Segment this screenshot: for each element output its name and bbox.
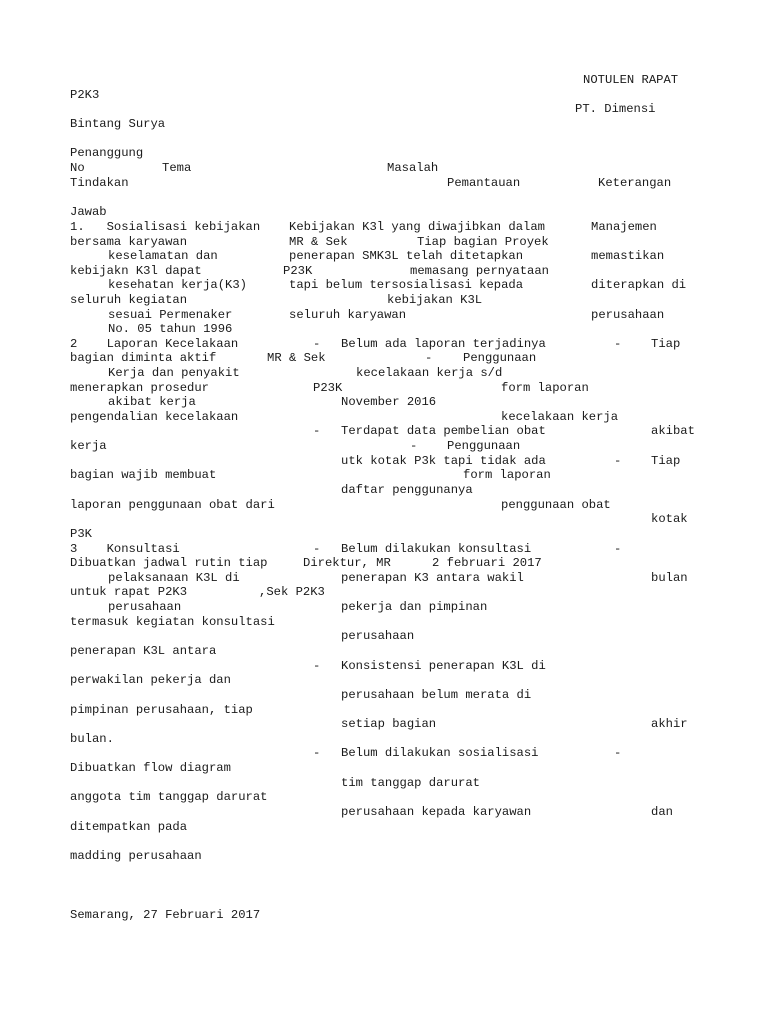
text-line: tim tanggap darurat bbox=[341, 776, 480, 790]
text-line: - bbox=[313, 746, 321, 760]
text-line: Tema bbox=[162, 161, 192, 175]
text-line: NOTULEN RAPAT bbox=[583, 73, 679, 87]
text-line: kotak bbox=[651, 512, 688, 526]
text-line: perusahaan bbox=[341, 629, 415, 643]
text-line: akibat kerja bbox=[108, 395, 196, 409]
text-line: November 2016 bbox=[341, 395, 437, 409]
text-line: kecelakaan kerja bbox=[501, 410, 619, 424]
text-line: pelaksanaan K3L di bbox=[108, 571, 240, 585]
text-line: No bbox=[70, 161, 85, 175]
text-line: setiap bagian bbox=[341, 717, 437, 731]
text-line: - bbox=[313, 424, 321, 438]
text-line: tapi belum tersosialisasi kepada bbox=[289, 278, 524, 292]
text-line: bagian wajib membuat bbox=[70, 468, 217, 482]
text-line: P2K3 bbox=[70, 88, 100, 102]
text-line: - bbox=[313, 542, 321, 556]
text-line: form laporan bbox=[463, 468, 551, 482]
text-line: pengendalian kecelakaan bbox=[70, 410, 239, 424]
text-line: 2 februari 2017 bbox=[432, 556, 542, 570]
text-line: Masalah bbox=[387, 161, 439, 175]
text-line: penerapan K3 antara wakil bbox=[341, 571, 524, 585]
text-line: - bbox=[313, 659, 321, 673]
text-line: Tiap bbox=[651, 337, 681, 351]
text-line: Belum dilakukan sosialisasi bbox=[341, 746, 539, 760]
text-line: ditempatkan pada bbox=[70, 820, 188, 834]
text-line: Bintang Surya bbox=[70, 117, 166, 131]
text-line: - bbox=[614, 454, 622, 468]
text-line: penerapan K3L antara bbox=[70, 644, 217, 658]
text-line: - bbox=[410, 439, 418, 453]
text-line: Dibuatkan jadwal rutin tiap bbox=[70, 556, 268, 570]
text-line: bagian diminta aktif bbox=[70, 351, 217, 365]
text-line: PT. Dimensi bbox=[575, 102, 656, 116]
text-line: penerapan SMK3L telah ditetapkan bbox=[289, 249, 524, 263]
text-line: penggunaan obat bbox=[501, 498, 611, 512]
text-line: ,Sek P2K3 bbox=[259, 585, 325, 599]
text-line: laporan penggunaan obat dari bbox=[70, 498, 275, 512]
text-line: Konsistensi penerapan K3L di bbox=[341, 659, 546, 673]
text-line: sesuai Permenaker bbox=[108, 308, 233, 322]
text-line: diterapkan di bbox=[591, 278, 687, 292]
text-line: MR & Sek bbox=[267, 351, 326, 365]
text-line: - bbox=[313, 337, 321, 351]
text-line: keselamatan dan bbox=[108, 249, 218, 263]
text-line: Terdapat data pembelian obat bbox=[341, 424, 546, 438]
text-line: P3K bbox=[70, 527, 92, 541]
text-line: akibat bbox=[651, 424, 695, 438]
text-line: Penanggung bbox=[70, 146, 144, 160]
text-line: 3 Konsultasi bbox=[70, 542, 180, 556]
text-line: MR & Sek bbox=[289, 235, 348, 249]
text-line: kebijakn K3l dapat bbox=[70, 264, 202, 278]
text-line: kecelakaan kerja s/d bbox=[356, 366, 503, 380]
text-line: P23K bbox=[283, 264, 313, 278]
text-line: form laporan bbox=[501, 381, 589, 395]
text-line: daftar penggunanya bbox=[341, 483, 473, 497]
text-line: kebijakan K3L bbox=[387, 293, 483, 307]
text-line: Tiap bagian Proyek bbox=[417, 235, 549, 249]
text-line: bulan. bbox=[70, 732, 114, 746]
text-line: Penggunaan bbox=[447, 439, 521, 453]
text-line: termasuk kegiatan konsultasi bbox=[70, 615, 275, 629]
text-line: Tindakan bbox=[70, 176, 129, 190]
text-line: seluruh kegiatan bbox=[70, 293, 188, 307]
text-line: Keterangan bbox=[598, 176, 672, 190]
text-line: pimpinan perusahaan, tiap bbox=[70, 703, 253, 717]
text-line: - bbox=[425, 351, 433, 365]
text-line: utk kotak P3k tapi tidak ada bbox=[341, 454, 546, 468]
text-line: Kerja dan penyakit bbox=[108, 366, 240, 380]
text-line: untuk rapat P2K3 bbox=[70, 585, 188, 599]
text-line: Tiap bbox=[651, 454, 681, 468]
text-line: - bbox=[614, 746, 622, 760]
text-line: Manajemen bbox=[591, 220, 657, 234]
text-line: Dibuatkan flow diagram bbox=[70, 761, 231, 775]
text-line: perusahaan belum merata di bbox=[341, 688, 532, 702]
text-line: - bbox=[614, 337, 622, 351]
text-line: P23K bbox=[313, 381, 343, 395]
text-line: akhir bbox=[651, 717, 688, 731]
text-line: 1. Sosialisasi kebijakan bbox=[70, 220, 261, 234]
text-line: seluruh karyawan bbox=[289, 308, 407, 322]
text-line: Belum dilakukan konsultasi bbox=[341, 542, 532, 556]
text-line: pekerja dan pimpinan bbox=[341, 600, 488, 614]
text-line: Semarang, 27 Februari 2017 bbox=[70, 908, 261, 922]
text-line: bersama karyawan bbox=[70, 235, 188, 249]
text-line: Direktur, MR bbox=[303, 556, 391, 570]
text-line: - bbox=[614, 542, 622, 556]
text-line: memastikan bbox=[591, 249, 665, 263]
text-line: menerapkan prosedur bbox=[70, 381, 209, 395]
text-line: perusahaan kepada karyawan bbox=[341, 805, 532, 819]
text-line: perusahaan bbox=[591, 308, 665, 322]
text-line: Penggunaan bbox=[463, 351, 537, 365]
text-line: 2 Laporan Kecelakaan bbox=[70, 337, 239, 351]
text-line: madding perusahaan bbox=[70, 849, 202, 863]
text-line: Jawab bbox=[70, 205, 107, 219]
text-line: kerja bbox=[70, 439, 107, 453]
text-line: No. 05 tahun 1996 bbox=[108, 322, 233, 336]
text-line: memasang pernyataan bbox=[410, 264, 549, 278]
text-line: bulan bbox=[651, 571, 688, 585]
text-line: perwakilan pekerja dan bbox=[70, 673, 231, 687]
text-line: dan bbox=[651, 805, 673, 819]
text-line: Pemantauan bbox=[447, 176, 521, 190]
text-line: anggota tim tanggap darurat bbox=[70, 790, 268, 804]
text-line: kesehatan kerja(K3) bbox=[108, 278, 247, 292]
text-line: Belum ada laporan terjadinya bbox=[341, 337, 546, 351]
text-line: Kebijakan K3l yang diwajibkan dalam bbox=[289, 220, 545, 234]
text-line: perusahaan bbox=[108, 600, 182, 614]
